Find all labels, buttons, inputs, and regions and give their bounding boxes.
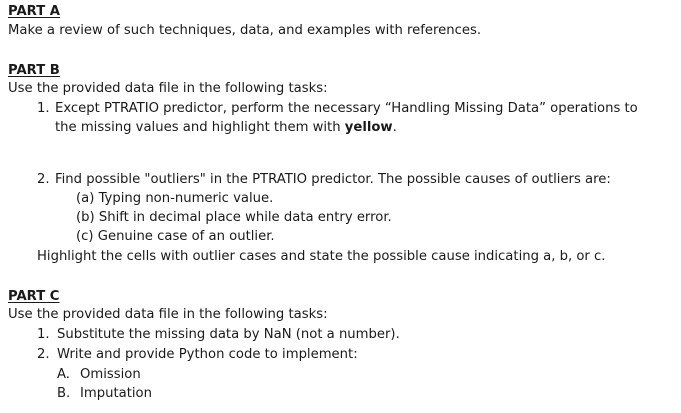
part-b-task1-line2-suffix: . (392, 120, 397, 135)
part-c-task2-text: Write and provide Python code to implement: (57, 347, 358, 362)
part-b-intro: Use the provided data file in the following tasks: (8, 81, 328, 96)
part-b-cause-a: (a) Typing non-numeric value. (76, 191, 274, 206)
part-b-task2-line1: Find possible "outliers" in the PTRATIO predictor. The possible causes of outliers are: (55, 172, 611, 187)
part-c-task1-number: 1. (37, 327, 50, 342)
part-b-task2-number: 2. (37, 172, 50, 187)
part-c-intro: Use the provided data file in the following tasks: (8, 307, 328, 322)
part-c-heading: PART C (8, 289, 60, 304)
part-c-subtask-b-label: B. (57, 386, 71, 401)
part-a-heading: PART A (8, 4, 61, 19)
part-a-text: Make a review of such techniques, data, and examples with references. (8, 23, 482, 38)
part-c-subtask-a-text: Omission (80, 367, 141, 382)
part-b-closing: Highlight the cells with outlier cases and state the possible cause indicating a, b, or c. (37, 249, 606, 264)
part-b-task1-line1: Except PTRATIO predictor, perform the necessary “Handling Missing Data” operations to (55, 101, 638, 116)
part-c-task2-number: 2. (37, 347, 50, 362)
part-c-subtask-a-label: A. (57, 367, 70, 382)
part-b-task1-line2 (55, 120, 397, 136)
part-c-subtask-b-text: Imputation (80, 386, 152, 401)
part-b-cause-c: (c) Genuine case of an outlier. (76, 229, 275, 244)
part-b-cause-b: (b) Shift in decimal place while data entry error. (76, 210, 392, 225)
part-b-task1-line2-prefix: the missing values and highlight them with (55, 120, 345, 135)
part-b-task1-highlight-word: yellow (344, 120, 393, 135)
part-b-task1-number: 1. (37, 101, 50, 116)
part-c-task1-text: Substitute the missing data by NaN (not a number). (57, 327, 400, 342)
part-b-heading: PART B (8, 63, 60, 78)
